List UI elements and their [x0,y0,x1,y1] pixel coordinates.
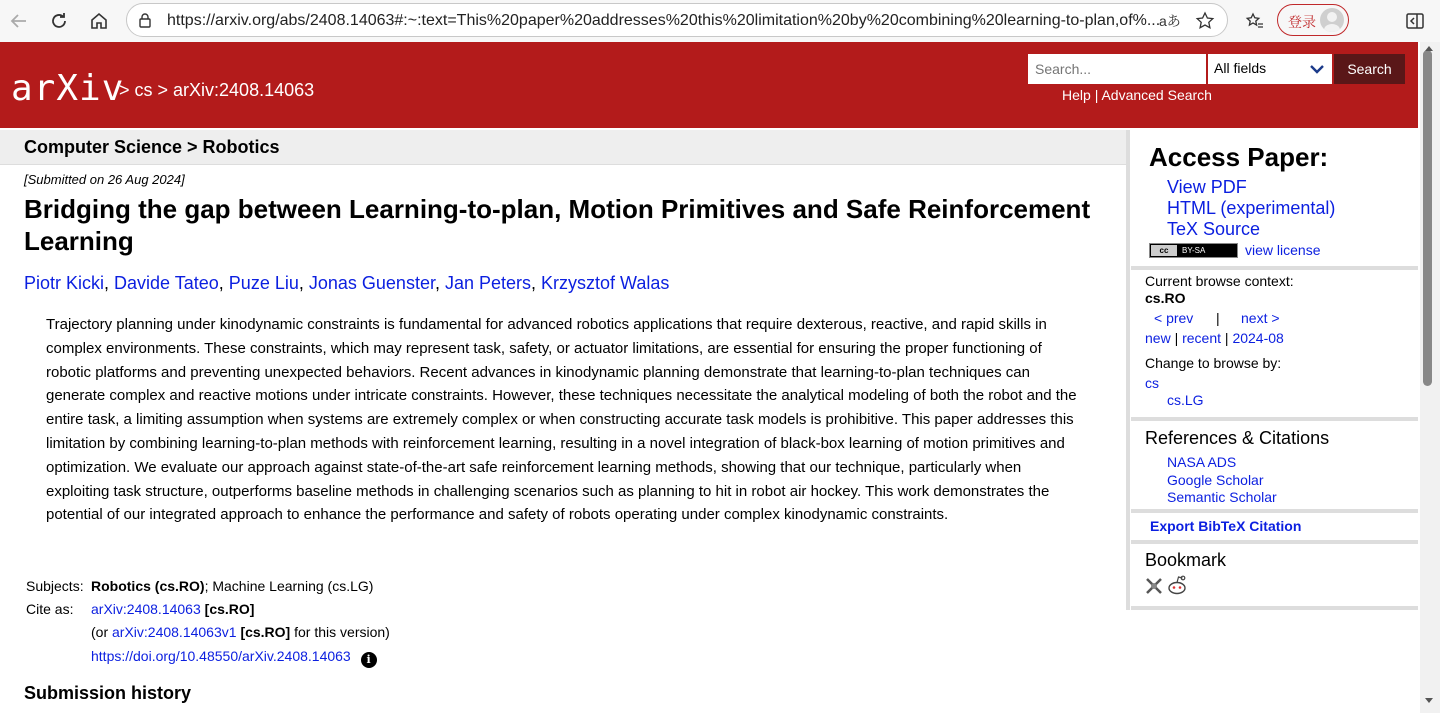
advanced-search-link[interactable]: Advanced Search [1101,87,1212,103]
reddit-icon[interactable] [1166,575,1188,595]
sidebar-toggle-button[interactable] [1400,6,1430,36]
cite-id-link[interactable]: arXiv:2408.14063 [91,601,201,617]
next-link[interactable]: next > [1241,310,1280,326]
recent-link[interactable]: recent [1182,330,1222,346]
login-button[interactable] [1277,4,1349,36]
author-link[interactable]: Davide Tateo [114,273,219,293]
bibsonomy-icon[interactable] [1145,577,1163,595]
secondary-subjects: ; Machine Learning (cs.LG) [204,578,374,594]
version-category: [cs.RO] [240,624,291,640]
change-browse-label: Change to browse by: [1145,355,1282,371]
browse-context-label: Current browse context: [1145,273,1294,289]
browse-links [1145,330,1284,346]
breadcrumb[interactable]: > cs > arXiv:2408.14063 [119,80,315,100]
info-glyph: i [366,653,371,666]
back-arrow-icon [9,11,29,31]
help-link[interactable]: Help [1062,87,1091,103]
new-link[interactable]: new [1145,330,1171,346]
nasa-ads-link[interactable]: NASA ADS [1167,454,1237,470]
browse-sep: | [1224,330,1229,346]
favorite-star-icon[interactable] [1195,11,1215,31]
reload-icon [49,11,69,31]
browse-cs-lg-link[interactable]: cs.LG [1167,392,1204,408]
abstract: Trajectory planning under kinodynamic constraints is fundamental for advanced robotics applications that require dexterous, reactive, and rapid skills in complex environments. These constraints, which may represent task, safety, or actuator limitations, are essential for ensuring the proper functioning of robotic platforms and preventing unexpected behaviors. Recent advances in kinodynamic planning demonstrate that learning-to-plan techniques can generate complex and reactive motions under intricate constraints. However, these techniques necessitate the analytical modeling of both the robot and the entire task, a limiting assumption when systems are extremely complex or when constructing accurate task models is prohibitive. This paper addresses this limitation by combining learning-to-plan methods with reinforcement learning, resulting in a novel integration of black-box learning of motion primitives and optimization. We evaluate our approach against state-of-the-art safe reinforcement learning methods, showing that our technique, particularly when exploiting task structure, outperforms baseline methods in challenging scenarios such as planning to hit in robot air hockey. This work demonstrates the potential of our integrated approach to enhance the performance and safety of robots operating under complex kinodynamic constraints. [46,316,1077,524]
html-link[interactable]: HTML (experimental) [1167,198,1336,218]
submission-history-heading: Submission history [24,683,192,703]
doi-link[interactable]: https://doi.org/10.48550/arXiv.2408.14063 [91,648,351,664]
subjects-label: Subjects: [26,578,84,594]
scrollbar-thumb[interactable] [1423,50,1432,386]
cc-mark: cc [1151,245,1177,256]
field-select-value: All fields [1214,60,1267,76]
author-link[interactable]: Krzysztof Walas [541,273,670,293]
paper-title: Bridging the gap between Learning-to-plan, Motion Primitives and Safe Reinforcement Learning [24,194,1091,256]
subject-header [0,130,1126,165]
field-select[interactable] [1208,54,1332,84]
scroll-up-icon[interactable] [1424,44,1434,52]
version-prefix: (or [91,624,112,640]
search-button[interactable]: Search [1334,54,1405,84]
browse-sep: | [1174,330,1179,346]
cite-category: [cs.RO] [204,601,255,617]
login-label: 登录 [1288,14,1316,30]
references-title: References & Citations [1145,428,1330,448]
split-screen-icon [1406,13,1424,29]
bibtex-block [1131,513,1418,544]
translate-icon[interactable]: aあ [1159,13,1181,29]
tex-source-link[interactable]: TeX Source [1167,219,1261,239]
export-bibtex-link[interactable]: Export BibTeX Citation [1150,518,1302,534]
submitted-date: [Submitted on 26 Aug 2024] [24,172,185,187]
avatar [1320,8,1344,32]
back-button[interactable] [4,6,34,36]
address-bar[interactable] [126,3,1228,37]
month-link[interactable]: 2024-08 [1232,330,1284,346]
author-link[interactable]: Puze Liu [228,273,299,293]
version-link[interactable]: arXiv:2408.14063v1 [112,624,237,640]
license-badge-text: BY-SA [1182,246,1206,255]
header-links [1062,87,1212,103]
header-separator: | [1094,87,1099,103]
cc-license-badge[interactable] [1149,243,1238,258]
prev-next-separator: | [1216,310,1220,326]
author-link[interactable]: Piotr Kicki [24,273,105,293]
prev-link[interactable]: < prev [1154,310,1194,326]
arxiv-logo[interactable]: arXiv [11,68,125,109]
arxiv-header [0,42,1418,128]
view-license-link[interactable]: view license [1245,242,1321,258]
browse-context-block [1131,270,1418,421]
home-icon [89,11,109,31]
home-button[interactable] [84,6,114,36]
references-block [1131,421,1418,513]
favorites-list-icon [1245,11,1265,31]
subject-breadcrumb: Computer Science > Robotics [24,137,280,157]
author-link[interactable]: Jan Peters [444,273,532,293]
version-suffix: for this version) [290,624,390,640]
bookmark-block [1131,544,1418,610]
bookmark-title: Bookmark [1145,550,1227,570]
info-icon[interactable] [361,652,377,668]
access-paper-block [1131,130,1418,270]
cite-label: Cite as: [26,601,74,617]
search-input[interactable] [1028,54,1206,84]
semantic-scholar-link[interactable]: Semantic Scholar [1167,489,1277,505]
chevron-down-icon [1310,64,1324,74]
scroll-down-icon[interactable] [1424,697,1434,705]
author-list: Piotr Kicki, Davide Tateo, Puze Liu, Jonas Guenster, Jan Peters, Krzysztof Walas [24,273,670,293]
reload-button[interactable] [44,6,74,36]
google-scholar-link[interactable]: Google Scholar [1167,472,1264,488]
browser-toolbar [0,0,1440,42]
favorites-button[interactable] [1240,6,1270,36]
view-pdf-link[interactable]: View PDF [1167,177,1247,197]
author-link[interactable]: Jonas Guenster [308,273,435,293]
browse-context-value: cs.RO [1145,290,1186,306]
lock-icon [137,12,153,28]
browse-cs-link[interactable]: cs [1145,375,1159,391]
url-text: https://arxiv.org/abs/2408.14063#:~:text=This%20paper%20addresses%20this%20limitation%20by%20combining%20learning-to-plan,of%... [167,12,1161,29]
primary-subject: Robotics (cs.RO) [91,578,205,594]
access-paper-title: Access Paper: [1149,142,1329,172]
